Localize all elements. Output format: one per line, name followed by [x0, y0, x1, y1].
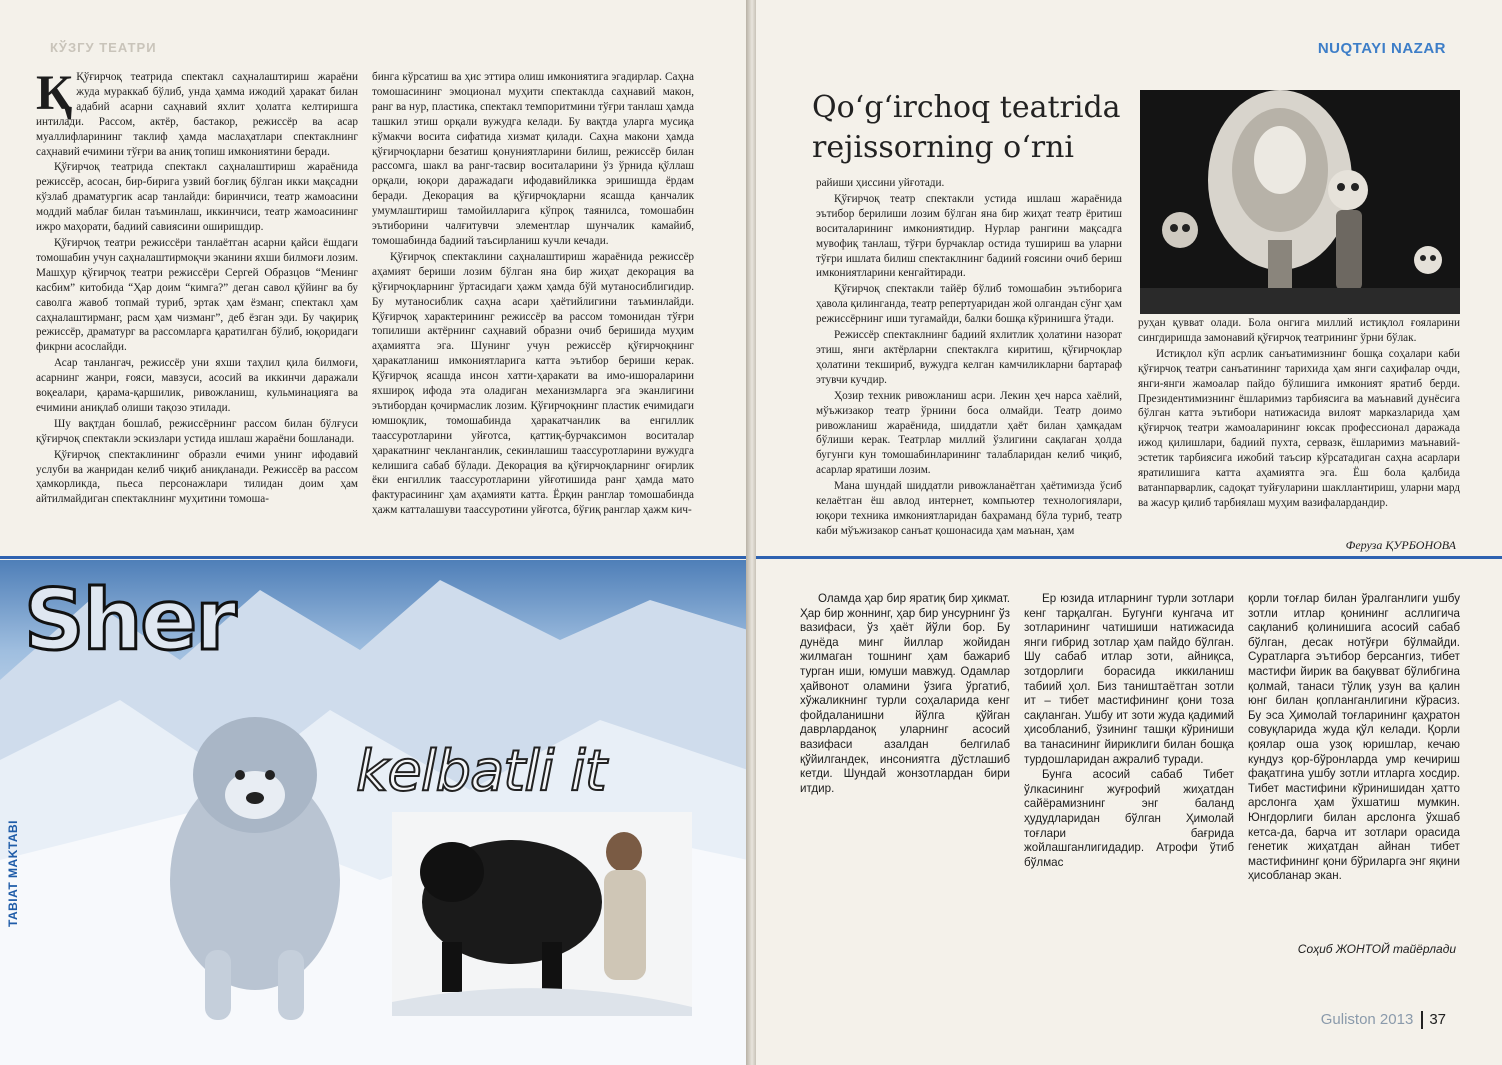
paragraph: Асар танлангач, режиссёр уни яхши таҳлил қила билмоғи, асарнинг жанри, ғояси, мавзуси, асосий ва иккинчи даражали воқеалари, қарама-қаршилик, ривожланиш, кульминацияга ва ечимини аниқлаб олиши тақозо этилади.	[36, 357, 358, 414]
paragraph: қорли тоғлар билан ўралганлиги ушбу зотли итлар қонининг асллигича сақланиб қолинишига асосий сабаб бўлган, десак нотўғри бўлмайди. Суратларга эътибор берсангиз, тибет мастифи йирик ва бақувват бўлибгина қолмай, танаси тўлиқ узун ва қалин юнг билан қопланганлигини кўрасиз. Бу эса Ҳимолай тоғларининг қаҳратон совуқларида жуда қўл келади. Қорли қоялар оша узоқ юришлар, кечаю кундуз қор-бўронларда умр кечириш фақатгина ушбу зотли итларга хосдир. Тибет мастифини кўринишидан ҳатто арслонга ҳам ўхшатиш мумкин. Юнгдорлиги билан арслонга ўхшаб кетса-да, барча ит зотлари орасида генетик жиҳатдан айнан тибет мастифининг қони бўриларга энг яқини ҳисобланар экан.	[1248, 592, 1460, 883]
article-column-3	[816, 176, 1122, 540]
paragraph: Ҳозир техник ривожланиш асри. Лекин ҳеч нарса хаёлий, мўъжизакор театр ўрнини боса олмайди. Театр доимо ривожланиш жараёнида, шиддатли ҳаёт билан ҳамқадам бўлиши керак. Театрлар миллий ўзлигини сақлаган ҳолда бугунги кун томошабинларининг талабларидан келиб чиқиб, асарлар яратиши лозим.	[816, 389, 1122, 477]
magazine-name: Guliston 2013	[1320, 1011, 1414, 1028]
paragraph: бинга кўрсатиш ва ҳис эттира олиш имкониятига эгадирлар. Саҳна томошасининг эмоционал муҳити спектаклда саҳнавий макон, ранг ва нур, пластика, спектакл темпоритмини тўғри танлаш ҳамда ташкил этиш орқали вужудга келади. Бу вақтда уларга мусиқа кўмакчи восита сифатида хизмат қилади. Саҳна макони ҳамда қўғирчоқларни безатиш қонуниятларини билиш, режиссёр билан рассомга, шакл ва ранг-тасвир воситаларини ўз ўрнида қўллаш орқали, юқори даражадаги ифодавийликка эришишда ёрдам беради. Декорация ва қўғирчоқларни ясашда қанчалик умумлаштириш тамойилларига кўпроқ таянилса, томошабин эътиборини чалғитувчи элементлар шунчалик камайиб, томошабинда бадиий таъсирланиш кучли кечади.	[372, 71, 694, 247]
dog-and-child-photo	[392, 812, 692, 1016]
article-column-4	[1138, 316, 1460, 512]
paragraph: Оламда ҳар бир яратиқ бир ҳикмат. Ҳар бир жоннинг, ҳар бир унсурнинг ўз вазифаси, ўз ҳаёт йўли бор. Бу дунёда минг йиллар жойидан жилмаган тошнинг ҳам бажариб турган иши, юмуши мавжуд. Одамлар ҳайвонот оламини ўзига ўргатиб, хўжаликнинг турли соҳаларида кенг фойдаланишни йўлга қўйган даврларданоқ уларнинг асосий вазифаси азалдан белгилаб қўйилгандек, инсониятга дўстлашиб кетди. Шундай жонзотлардан бири итдир.	[800, 592, 1010, 795]
page-number: 37	[1429, 1011, 1446, 1028]
nature-column-2	[1024, 592, 1234, 871]
article-title: Qo‘g‘irchoq teatrida rejissorning o‘rni	[812, 90, 1121, 165]
paragraph: Қ Қўғирчоқ театрида спектакл саҳналаштириш жараёни жуда мураккаб бўлиб, унда ҳамма ижодий ҳаракат билан адабий асарни саҳнавий яхлит ҳолатга келтиришга интилади. Рассом, актёр, бастакор, режиссёр ва асар муаллифларининг таклиф ҳамда маслаҳатлари спектаклнинг саҳнавий ечимини тўғри ва аниқ топиш имкониятини беради.	[36, 64, 358, 158]
section-label: NUQTAYI NAZAR	[1317, 40, 1446, 57]
section-divider	[756, 556, 1502, 559]
paragraph: райиши ҳиссини уйғотади.	[816, 177, 945, 189]
section-divider	[0, 556, 748, 559]
paragraph: Қўғирчоқ театри режиссёри танлаётган асарни қайси ёшдаги томошабин учун саҳналаштирмоқчи эканини яхши билмоғи лозим. Машҳур қўғирчоқ театри режиссёри Сергей Образцов “Менинг касбим” китобида “Ҳар доим “кимга?” деган савол қўйинг ва бу саволга жавоб топмай туриб, эртак ҳам ёзманг, спектакл ҳам саҳналаштирманг, расм ҳам чизманг”, деб ёзган эди. Бу чақириқ режиссёр, драматург ва рассомларга қаратилган бўлиб, юқоридаги фикрни асослайди.	[36, 236, 358, 354]
photo-credit: Соҳиб ЖОНТОЙ тайёрлади	[1297, 942, 1456, 956]
paragraph: Шу вақтдан бошлаб, режиссёрнинг рассом билан бўлғуси қўғирчоқ спектакли эскизлари устида ишлаш жараёни бошланади.	[36, 417, 358, 445]
left-page	[0, 0, 748, 1065]
paragraph: Қўғирчоқ театр спектакли устида ишлаш жараёнида эътибор берилиши лозим бўлган яна бир жиҳат театр ёритиш воситаларининг имкониятидир. Нурлар рангини мақсадга мувофиқ танлаш, тўғри бурчаклар остида тушириш ва уларни тўғри ишлата билиш спектаклнинг бадиий ғоясини очиб бериш имкониятларини кенгайтиради.	[816, 192, 1122, 280]
running-head: КЎЗГУ ТЕАТРИ	[50, 40, 157, 55]
folio-separator	[1421, 1011, 1423, 1029]
nature-subheadline: kelbatli it	[356, 739, 606, 804]
paragraph: Қўғирчоқ спектаклининг образли ечими унинг ифодавий услуби ва жанридан келиб чиқиб аниқланади. Режиссёр ва рассом ҳамкорликда, пьеса персонажлари тилидан доим ҳам айтилмайдиган спектаклнинг муҳитини томоша-	[36, 448, 358, 506]
paragraph: Қўғирчоқ спектаклини саҳналаштириш жараёнида режиссёр аҳамият бериши лозим бўлган яна бир жиҳат декорация ва қўғирчоқларнинг ўртасидаги ҳажм ҳамда бўй мутаносиблигидир. Бу мутаносиблик саҳна асари ҳаётийлигини таъминлайди. Қўғирчоқ характерининг режиссёр ва рассом томонидан тўғри топилиши актёрнинг саҳнавий образни очиб беришида муҳим аҳамиятга эга. Шунинг учун режиссёр қўғирчоқнинг ҳаракатланиш имкониятларига катта эътибор бериши керак. Қўғирчоқ ясашда инсон хатти-ҳаракати ва имо-ишораларини яхшироқ ифода эта оладиган механизмларга эга эканлигини эътибордан қочирмаслик лозим. Қўғирчоқнинг пластик ечимидаги юмшоқлик, томошабинда ҳаракатчанлик ва енгиллик таассуротларини уйғотса, қаттиқ-бурчаксимон воситалар ҳаракатнинг чекланганлик, секинлашиш таассуротларини вужудга келишига сабаб бўлади. Декорация ва қўғирчоқларнинг оғирлик ёки енгиллик таассуротларини уйғотишида ранг ҳамда мато фактурасининг ҳам аҳамияти катта. Ёрқин ранглар томошабинда ҳажм катталашуви таассуротини уйғотса, бўғиқ ранглар ҳажм кич-	[372, 250, 694, 517]
paragraph: Қўғирчоқ спектакли тайёр бўлиб томошабин эътиборига ҳавола қилинганда, театр репертуаридан жой олгандан сўнг ҳам режиссёрнинг иши тугамайди, балки бошқа кўринишга ўтади.	[816, 283, 1122, 326]
author-signature: Феруза ҚУРБОНОВА	[1345, 538, 1456, 552]
paragraph: Мана шундай шиддатли ривожланаётган ҳаётимизда ўсиб келаётган ёш авлод интернет, компьютер технологиялари, юқори техника имкониятларидан баҳраманд бўла туриб, театр каби мўъжизакор санъат қошонасида ҳам маънан, ҳам	[816, 480, 1122, 537]
paragraph: Қўғирчоқ театрида спектакл саҳналаштириш жараёнида режиссёр, асосан, бир-бирига узвий боғлиқ бўлган икки мақсадни кўзлаб драматургик асар танлайди: биринчиси, театр жамоасини моддий маблағ билан таъминлаш, иккинчиси, театр жамоасининг ижро маҳорати, бадиий савиясини оширишдир.	[36, 161, 358, 234]
paragraph: Режиссёр спектаклнинг бадиий яхлитлик ҳолатини назорат этиш, янги актёрларни спектаклга киритиш, қўғирчоқлар ҳолатини текшириб, вужудга келган камчиликларни бартараф этувчи кучдир.	[816, 329, 1122, 386]
paragraph: Бунга асосий сабаб Тибет ўлкасининг жуғрофий жиҳатдан сайёрамизнинг энг баланд ҳудудларидан бўлган Ҳимолай тоғлари бағрида жойлашганлигидадир. Атрофи ўтиб бўлмас	[1024, 768, 1234, 869]
nature-column-1	[800, 592, 1010, 797]
puppet-theatre-photo	[1140, 90, 1460, 314]
page-folio	[1321, 1011, 1446, 1029]
article-column-1	[36, 64, 358, 508]
paragraph: руҳан қувват олади. Бола онгига миллий истиқлол ғояларини сингдиришда замонавий қўғирчоқ театрининг ўрни бўлак.	[1138, 317, 1460, 344]
rubric-label: TABIAT MAKTABI	[6, 820, 20, 927]
drop-cap: Қ	[36, 64, 73, 120]
nature-headline: Sher	[24, 571, 235, 669]
paragraph: Истиқлол кўп асрлик санъатимизнинг бошқа соҳалари каби қўғирчоқ театри санъатининг тарихида ҳам янги саҳифалар очди, янги-янги жамоалар пайдо бўлишига имконият яратиб берди. Президентимизнинг ёшларимиз тарбиясига ва маънавий дунёсига бўлган катта эътибори натижасида вилоят марказларида ҳам қўғирчоқ театри жамоаларининг юксак профессионал даражада ижод қилишлари, бадиий пухта, сервазк, ёшларимиз маънавий-эстетик тарбиясига ижобий таъсир кўрсатадиган саҳна асарлари яратилишига катта аҳамиятга эга. Ёш бола қалбида ватанпарварлик, садоқат туйғуларини шакллантириш, уларни мард ва жасур қилиб тарбиялаш муҳим вазифалардандир.	[1138, 347, 1460, 509]
article-column-2	[372, 70, 694, 519]
right-page	[756, 0, 1502, 1065]
paragraph: Ер юзида итларнинг турли зотлари кенг тарқалган. Бугунги кунгача ит зотларининг чатишиши натижасида янги гибрид зотлар ҳам пайдо бўлган. Шу сабаб итлар зоти, айниқса, зотдорлиги борасида иккиланиш табиий ҳол. Биз таништаётган зотли ит – тибет мастифининг қони тоза сақланган. Ушбу ит зоти жуда қадимий ҳисобланиб, ўзининг ташқи кўриниши ва танасининг йириклиги билан бошқа турдошларидан ажралиб туради.	[1024, 592, 1234, 766]
nature-column-3	[1248, 592, 1460, 885]
